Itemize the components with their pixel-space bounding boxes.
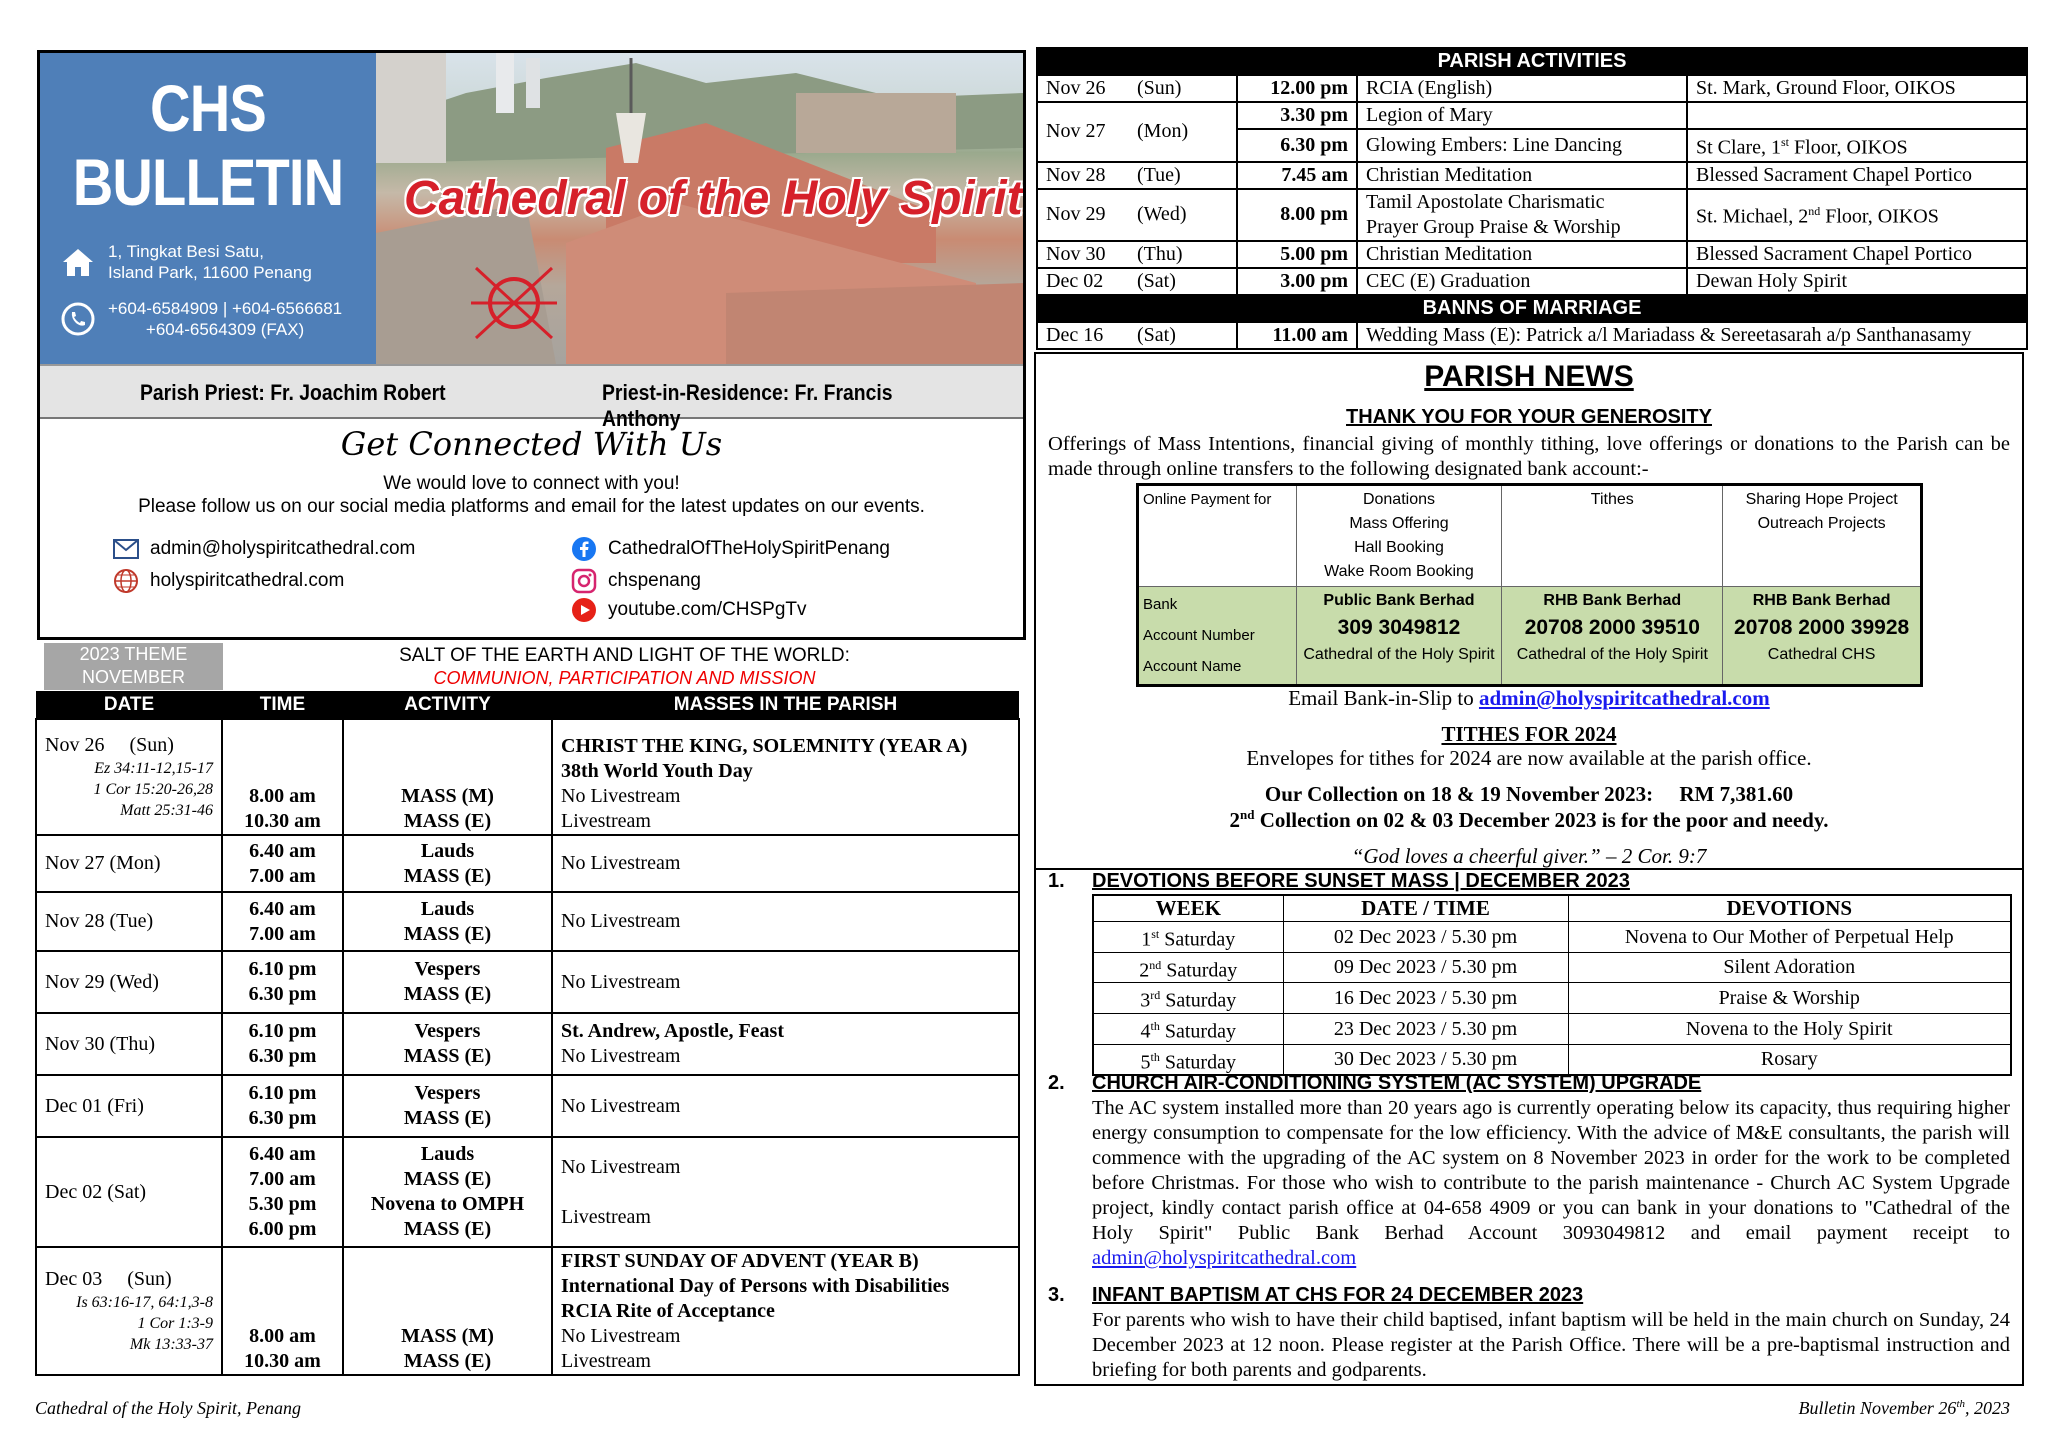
activity-cell: MASS (M) MASS (E) xyxy=(343,1247,552,1375)
globe-icon xyxy=(112,567,140,595)
youtube-icon xyxy=(570,596,598,624)
mass-cell: FIRST SUNDAY OF ADVENT (YEAR B) International Day of Persons with Disabilities RCIA Rite of Acceptance No Livestream Livestream xyxy=(552,1247,1019,1375)
activity-cell: Lauds MASS (E) xyxy=(343,892,552,951)
table-row xyxy=(36,719,1019,835)
table-row: Online Payment for Donations Mass Offering Hall Booking Wake Room Booking Tithes Sharing Hope Project Outreach Projects xyxy=(1138,485,1922,587)
time-cell: 6.10 pm 6.30 pm xyxy=(222,951,343,1013)
youtube-link[interactable]: youtube.com/CHSPgTv xyxy=(570,596,807,624)
table-row: Dec 02 (Sat) 3.00 pm CEC (E) Graduation Dewan Holy Spirit xyxy=(1037,268,2027,295)
mass-cell: No Livestream xyxy=(552,1075,1019,1137)
col-header: DATE xyxy=(36,691,222,719)
table-row: Nov 28 (Tue) 7.45 am Christian Meditation Blessed Sacrament Chapel Portico xyxy=(1037,162,2027,189)
baptism-heading: 3. INFANT BAPTISM AT CHS FOR 24 DECEMBER 2023 xyxy=(1048,1284,1584,1306)
table-row: Nov 27 (Mon) 3.30 pm Legion of Mary xyxy=(1037,102,2027,129)
website-link[interactable]: holyspiritcathedral.com xyxy=(112,567,344,595)
col-header: MASSES IN THE PARISH xyxy=(552,691,1019,719)
home-icon xyxy=(60,244,96,280)
activity-cell: Vespers MASS (E) xyxy=(343,1013,552,1075)
cathedral-name: Cathedral of the Holy Spirit xyxy=(404,172,1023,225)
activity-cell: Lauds MASS (E) xyxy=(343,835,552,892)
date-cell: Dec 03 (Sun) Is 63:16-17, 64:1,3-8 1 Cor 1:3-9 Mk 13:33-37 xyxy=(36,1247,222,1375)
table-row xyxy=(36,1013,1019,1075)
date-cell: Nov 30 (Thu) xyxy=(36,1013,222,1075)
col-header: TIME xyxy=(222,691,343,719)
instagram-link[interactable]: chspenang xyxy=(570,567,701,595)
footer-left: Cathedral of the Holy Spirit, Penang xyxy=(35,1398,301,1418)
address: 1, Tingkat Besi Satu, Island Park, 11600 Penang xyxy=(60,241,312,283)
mass-cell: No Livestream xyxy=(552,892,1019,951)
connect-intro: We would love to connect with you! xyxy=(383,473,680,494)
baptism-text: For parents who wish to have their child baptised, infant baptism will be held in the main church on Sunday, 24 December 2023 at 12 noon. Please register at the Parish Office. There will be a pre-baptismal instruction and briefing for both parents and godparents. xyxy=(1092,1309,2010,1381)
date-cell: Nov 29 (Wed) xyxy=(36,951,222,1013)
time-cell: 8.00 am 10.30 am xyxy=(222,1247,343,1375)
activity-cell: Vespers MASS (E) xyxy=(343,1075,552,1137)
bulletin-header xyxy=(37,50,1026,640)
mail-icon xyxy=(112,535,140,563)
second-collection-line: 2nd Collection on 02 & 03 December 2023 is for the poor and needy. xyxy=(1229,807,1829,832)
ac-upgrade-heading: 2. CHURCH AIR-CONDITIONING SYSTEM (AC SYSTEM) UPGRADE xyxy=(1048,1072,1702,1094)
venue-cell: St. Michael, 2nd Floor, OIKOS xyxy=(1687,189,2027,241)
devotions-heading: 1. DEVOTIONS BEFORE SUNSET MASS | DECEMBER 2023 xyxy=(1048,870,1630,892)
priest-in-residence: Priest-in-Residence: Fr. Francis Anthony xyxy=(602,380,893,431)
table-row: 2nd Saturday 09 Dec 2023 / 5.30 pm Silent Adoration xyxy=(1093,952,2011,983)
mass-schedule-table xyxy=(35,691,1020,1376)
banns-header: BANNS OF MARRIAGE xyxy=(1037,295,2027,322)
devotions-header: WEEK DATE / TIME DEVOTIONS xyxy=(1093,895,2011,922)
bank-accounts-table xyxy=(1136,483,1923,687)
email-slip-link[interactable]: admin@holyspiritcathedral.com xyxy=(1478,686,1770,710)
phone-icon xyxy=(60,301,96,337)
email-link[interactable]: admin@holyspiritcathedral.com xyxy=(112,535,415,563)
activities-header: PARISH ACTIVITIES xyxy=(1037,48,2027,75)
tithes-heading: TITHES FOR 2024 xyxy=(1441,722,1617,746)
parish-activities-table xyxy=(1036,47,2028,350)
mass-cell: No Livestream xyxy=(552,951,1019,1013)
time-cell: 8.00 am 10.30 am xyxy=(222,719,343,835)
theme-badge: 2023 THEME NOVEMBER xyxy=(44,643,223,690)
quote: “God loves a cheerful giver.” – 2 Cor. 9:7 xyxy=(1351,844,1707,868)
mass-cell: No Livestream xyxy=(552,835,1019,892)
theme-subtitle: COMMUNION, PARTICIPATION AND MISSION xyxy=(433,668,816,688)
connect-title: Get Connected With Us xyxy=(340,425,723,463)
date-cell: Nov 26 (Sun) Ez 34:11-12,15-17 1 Cor 15:20-26,28 Matt 25:31-46 xyxy=(36,719,222,835)
bulletin-title: CHS BULLETIN xyxy=(72,71,344,219)
mass-cell: CHRIST THE KING, SOLEMNITY (YEAR A) 38th World Youth Day No Livestream Livestream xyxy=(552,719,1019,835)
ac-upgrade-text: The AC system installed more than 20 years ago is currently operating below its capacity, thus requiring higher energy consumption to compensate for the low efficiency. With the advice of M&E consultants, the parish will commence with the upgrading of the AC system on 8 November 2023 in order for the work to be completed before Christmas. For those who wish to contribute to the parish maintenance - Church AC System Upgrade project, kindly contact parish office at 04-658 4909 or you can bank in your donations to "Cathedral of the Holy Spirit" Public Bank Berhad Account 3093049812 and email payment receipt to admin@holyspiritcathedral.com xyxy=(1092,1097,2010,1269)
mass-table-header xyxy=(36,691,1019,719)
time-cell: 6.10 pm 6.30 pm xyxy=(222,1013,343,1075)
date-cell: Nov 27 (Mon) xyxy=(36,835,222,892)
table-row: Nov 30 (Thu) 5.00 pm Christian Meditation Blessed Sacrament Chapel Portico xyxy=(1037,241,2027,268)
table-row: Nov 29 (Wed) 8.00 pm Tamil Apostolate Charismatic Prayer Group Praise & Worship St. Michael, 2nd Floor, OIKOS xyxy=(1037,189,2027,241)
cathedral-photo xyxy=(376,53,1023,364)
mass-cell: No Livestream Livestream xyxy=(552,1137,1019,1247)
news-title: PARISH NEWS xyxy=(1424,360,1634,393)
mass-cell: St. Andrew, Apostle, Feast No Livestream xyxy=(552,1013,1019,1075)
table-row xyxy=(36,1247,1019,1375)
phone-numbers: +604-6584909 | +604-6566681 +604-6564309 (FAX) xyxy=(60,298,342,340)
ac-email-link[interactable]: admin@holyspiritcathedral.com xyxy=(1092,1247,1357,1269)
date-cell: Dec 01 (Fri) xyxy=(36,1075,222,1137)
table-row xyxy=(36,1075,1019,1137)
time-cell: 6.40 am 7.00 am xyxy=(222,835,343,892)
generosity-text: Offerings of Mass Intentions, financial giving of monthly tithing, love offerings or donations to the Parish can be made through online transfers to the following designated bank account:- xyxy=(1048,433,2010,480)
title-panel xyxy=(40,53,376,364)
facebook-icon xyxy=(570,535,598,563)
table-row: Dec 16 (Sat) 11.00 am Wedding Mass (E): Patrick a/l Mariadass & Sereetasarah a/p Santhanasamy xyxy=(1037,322,2027,349)
time-cell: 6.40 am 7.00 am 5.30 pm 6.00 pm xyxy=(222,1137,343,1247)
activity-cell: MASS (M) MASS (E) xyxy=(343,719,552,835)
priest-bar xyxy=(40,364,1023,431)
connect-intro-2: Please follow us on our social media platforms and email for the latest updates on our events. xyxy=(138,496,925,517)
facebook-link[interactable]: CathedralOfTheHolySpiritPenang xyxy=(570,535,890,563)
table-row xyxy=(36,835,1019,892)
venue-cell: St Clare, 1st Floor, OIKOS xyxy=(1687,129,2027,162)
time-cell: 6.40 am 7.00 am xyxy=(222,892,343,951)
parish-priest: Parish Priest: Fr. Joachim Robert xyxy=(140,380,446,405)
theme-title: SALT OF THE EARTH AND LIGHT OF THE WORLD: xyxy=(399,645,850,666)
time-cell: 6.10 pm 6.30 pm xyxy=(222,1075,343,1137)
date-cell: Dec 02 (Sat) xyxy=(36,1137,222,1247)
table-row: 5th Saturday 30 Dec 2023 / 5.30 pm Rosary xyxy=(1093,1044,2011,1075)
table-row: Nov 26 (Sun) 12.00 pm RCIA (English) St. Mark, Ground Floor, OIKOS xyxy=(1037,75,2027,102)
table-row: 4th Saturday 23 Dec 2023 / 5.30 pm Novena to the Holy Spirit xyxy=(1093,1013,2011,1044)
table-row: 3rd Saturday 16 Dec 2023 / 5.30 pm Praise & Worship xyxy=(1093,983,2011,1014)
activity-cell: Vespers MASS (E) xyxy=(343,951,552,1013)
table-row: Bank Account Number Account Name Public Bank Berhad 309 3049812 Cathedral of the Holy Spirit RHB Bank Berhad 20708 2000 39510 Cathedral of the Holy Spirit RHB Bank Berhad 20708 2000 39928 Cathedral CHS xyxy=(1138,587,1922,686)
activity-cell: Lauds MASS (E) Novena to OMPH MASS (E) xyxy=(343,1137,552,1247)
table-row: 1st Saturday 02 Dec 2023 / 5.30 pm Novena to Our Mother of Perpetual Help xyxy=(1093,922,2011,953)
footer-right: Bulletin November 26th, 2023 xyxy=(1798,1398,2010,1418)
table-row: 6.30 pm Glowing Embers: Line Dancing St Clare, 1st Floor, OIKOS xyxy=(1037,129,2027,162)
devotions-table xyxy=(1092,894,2012,1076)
date-cell: Nov 28 (Tue) xyxy=(36,892,222,951)
col-header: ACTIVITY xyxy=(343,691,552,719)
table-row xyxy=(36,892,1019,951)
collection-line: Our Collection on 18 & 19 November 2023: RM 7,381.60 xyxy=(1264,782,1794,806)
parish-news xyxy=(1034,352,2024,1386)
email-slip-line: Email Bank-in-Slip to admin@holyspiritcathedral.com xyxy=(1288,686,1770,710)
table-row xyxy=(36,1137,1019,1247)
instagram-icon xyxy=(570,567,598,595)
generosity-heading: THANK YOU FOR YOUR GENEROSITY xyxy=(1346,406,1712,428)
table-row xyxy=(36,951,1019,1013)
tithes-text: Envelopes for tithes for 2024 are now available at the parish office. xyxy=(1246,746,1812,770)
